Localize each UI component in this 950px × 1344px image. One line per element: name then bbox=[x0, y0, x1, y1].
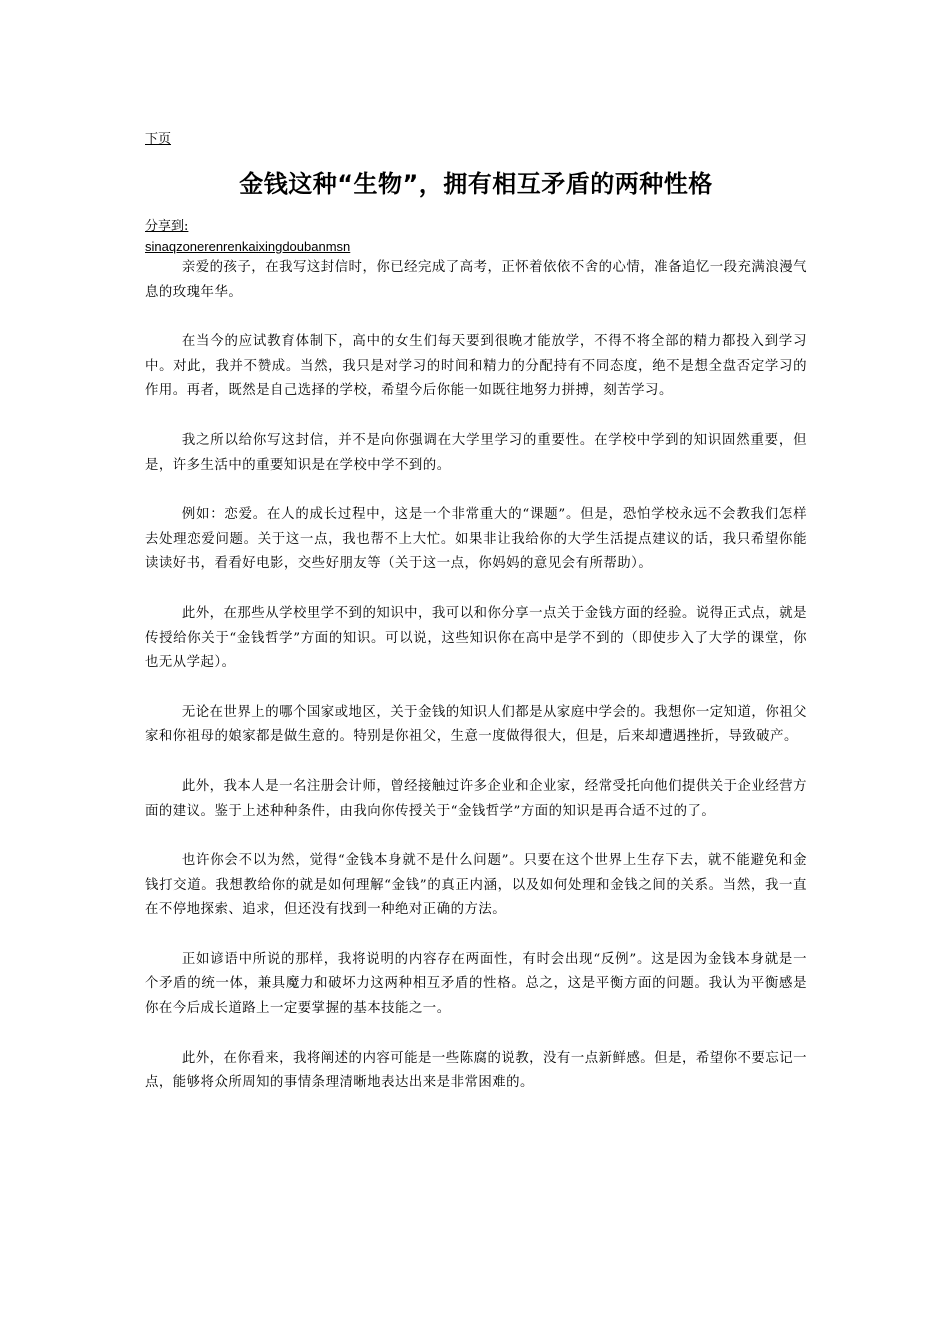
article-title: 金钱这种“生物”，拥有相互矛盾的两种性格 bbox=[239, 170, 713, 198]
share-label-link[interactable]: 分享到: bbox=[145, 219, 189, 234]
paragraph: 此外，在你看来，我将阐述的内容可能是一些陈腐的说教，没有一点新鲜感。但是，希望你不要忘记一点，能够将众所周知的事情条理清晰地表达出来是非常困难的。 bbox=[145, 1050, 807, 1091]
next-page-link[interactable]: 下页 bbox=[145, 132, 172, 147]
article-body bbox=[145, 256, 807, 1096]
paragraph: 此外，在那些从学校里学不到的知识中，我可以和你分享一点关于金钱方面的经验。说得正式点，就是传授给你关于“金钱哲学”方面的知识。可以说，这些知识你在高中是学不到的（即使步入了大学的课堂，你也无从学起）。 bbox=[145, 605, 807, 671]
paragraph: 也许你会不以为然，觉得“金钱本身就不是什么问题”。只要在这个世界上生存下去，就不能避免和金钱打交道。我想教给你的就是如何理解“金钱”的真正内涵，以及如何处理和金钱之间的关系。当然，我一直在不停地探索、追求，但还没有找到一种绝对正确的方法。 bbox=[145, 853, 807, 918]
document-page bbox=[145, 128, 807, 1121]
paragraph: 例如：恋爱。在人的成长过程中，这是一个非常重大的“课题”。但是，恐怕学校永远不会教我们怎样去处理恋爱问题。关于这一点，我也帮不上大忙。如果非让我给你的大学生活提点建议的话，我只希望你能读读好书，看看好电影，交些好朋友等（关于这一点，你妈妈的意见会有所帮助）。 bbox=[145, 507, 807, 572]
paragraph: 正如谚语中所说的那样，我将说明的内容存在两面性，有时会出现“反例”。这是因为金钱本身就是一个矛盾的统一体，兼具魔力和破坏力这两种相互矛盾的性格。总之，这是平衡方面的问题。我认为平衡感是你在今后成长道路上一定要掌握的基本技能之一。 bbox=[145, 951, 807, 1017]
paragraph: 此外，我本人是一名注册会计师，曾经接触过许多企业和企业家，经常受托向他们提供关于企业经营方面的建议。鉴于上述种种条件，由我向你传授关于“金钱哲学”方面的知识是再合适不过的了。 bbox=[145, 778, 807, 819]
paragraph: 我之所以给你写这封信，并不是向你强调在大学里学习的重要性。在学校中学到的知识固然重要，但是，许多生活中的重要知识是在学校中学不到的。 bbox=[145, 432, 807, 473]
share-links[interactable]: sinaqzonerenrenkaixingdoubanmsn bbox=[145, 239, 351, 254]
paragraph: 无论在世界上的哪个国家或地区，关于金钱的知识人们都是从家庭中学会的。我想你一定知道，你祖父家和你祖母的娘家都是做生意的。特别是你祖父，生意一度做得很大，但是，后来却遭遇挫折，导致破产。 bbox=[145, 704, 807, 745]
paragraph: 在当今的应试教育体制下，高中的女生们每天要到很晚才能放学，不得不将全部的精力都投入到学习中。对此，我并不赞成。当然，我只是对学习的时间和精力的分配持有不同态度，绝不是想全盘否定学习的作用。再者，既然是自己选择的学校，希望今后你能一如既往地努力拼搏，刻苦学习。 bbox=[145, 334, 807, 399]
paragraph: 亲爱的孩子，在我写这封信时，你已经完成了高考，正怀着依依不舍的心情，准备追忆一段充满浪漫气息的玫瑰年华。 bbox=[145, 260, 807, 300]
